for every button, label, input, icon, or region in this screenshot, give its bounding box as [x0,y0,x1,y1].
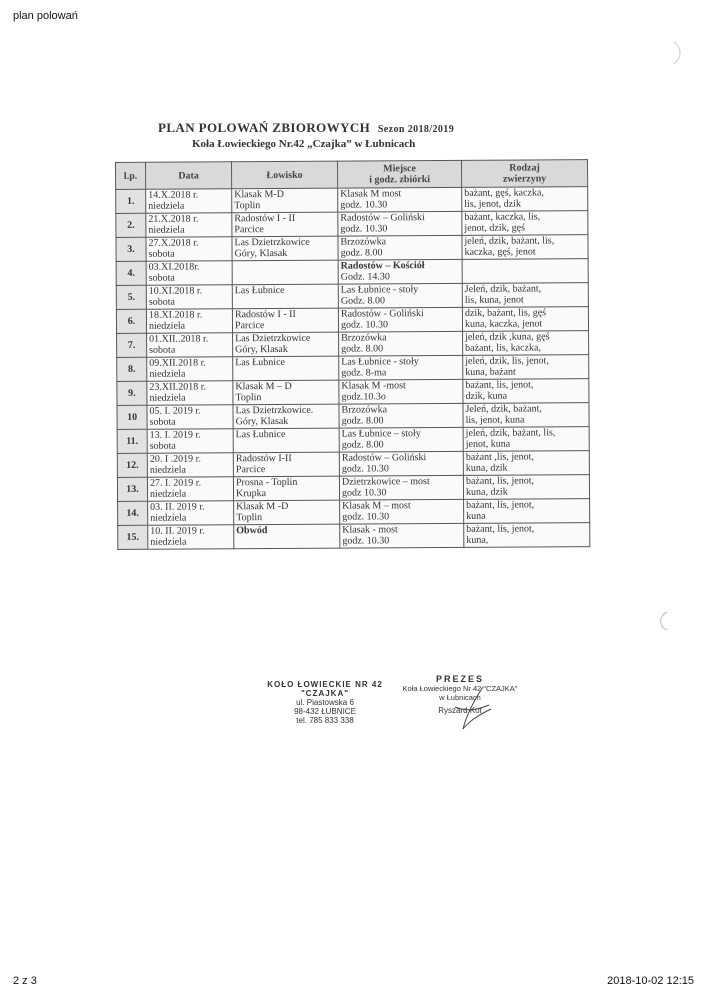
scan-mark-icon [655,610,671,632]
cell-game-type-line2: kuna, bażant [465,366,516,378]
cell-date-line1: 14.X.2018 r. [148,189,199,201]
cell-meeting-place-line1: Radostów – Goliński [341,452,427,464]
cell-lp [116,261,146,285]
cell-meeting-place-line1: Klasak M most [340,188,402,200]
cell-meeting-place-line2: godz. 8.00 [341,439,384,451]
cell-meeting-place-line1: Radostów – Goliński [340,212,425,224]
cell-date-line1: 18.XI.2018 r. [148,309,203,321]
cell-meeting-place-line2: godz. 8.00 [341,415,384,427]
cell-date-line2: sobota [149,440,176,452]
cell-date [148,525,234,550]
cell-date-line2: niedziela [148,200,185,212]
cell-hunting-ground-line2: Toplin [234,200,261,212]
cell-lp-line1: 10 [127,411,138,423]
cell-hunting-ground-line1: Klasak M-D [234,188,284,201]
header-game-type-line2: zwierzyny [502,173,547,185]
cell-game-type [462,259,588,284]
cell-hunting-ground-line2: Parcice [234,320,265,332]
cell-meeting-place-line2: godz. 10.30 [342,511,390,523]
header-game-type [461,160,587,188]
table-row [116,283,588,310]
table-header-row [116,160,588,190]
cell-hunting-ground-line2: Góry, Klasak [235,415,289,428]
cell-date [146,189,232,214]
cell-game-type-line2: jenot, kuna [465,438,511,450]
print-footer-page: 2 z 3 [13,975,37,987]
cell-hunting-ground-line2: Toplin [236,512,263,524]
header-lp: l.p. [116,162,146,189]
cell-hunting-ground-line1: Obwód [236,525,268,537]
cell-date-line1: 09.XII.2018 r. [149,357,206,369]
club-stamp [250,680,400,725]
table-row [118,523,590,550]
cell-date-line1: 27.X.2018 r. [148,237,199,249]
cell-game-type-line1: bażant, lis, jenot, [465,379,534,391]
cell-game-type-line1: jeleń, dzik ,kuna, gęś [465,331,550,343]
cell-hunting-ground-line2: Góry, Klasak [234,247,288,260]
cell-hunting-ground [233,428,339,453]
cell-game-type-line2: kaczka, gęś, jenot [464,246,536,258]
cell-lp-line1: 7. [127,339,136,351]
cell-meeting-place-line2: godz. 8-ma [341,367,387,379]
cell-hunting-ground-line2: Góry, Klasak [235,343,288,356]
table-row [117,451,589,478]
cell-hunting-ground [232,284,338,309]
cell-meeting-place-line2: Godz. 8.00 [340,295,386,307]
cell-lp-line1: 5. [127,291,136,303]
cell-game-type-line2: lis, kuna, jenot [464,294,524,306]
cell-lp-line1: 11. [126,435,139,447]
cell-game-type [463,427,589,452]
cell-hunting-ground-line1: Prosna - Toplin [235,476,298,489]
cell-meeting-place [339,331,463,356]
scan-mark-icon [670,40,686,66]
cell-lp-line1: 9. [128,387,136,399]
cell-lp [117,477,147,501]
cell-lp-line1: 13. [126,483,139,495]
cell-hunting-ground [234,500,340,525]
cell-meeting-place [338,211,462,236]
cell-hunting-ground [232,212,338,237]
cell-meeting-place-line2: godz. 10.30 [341,463,389,475]
hunting-plan-table [115,159,590,550]
cell-lp [116,189,146,213]
table-row [116,235,588,262]
header-meeting-place-line1: Miejsce [383,163,416,175]
cell-game-type-line2: bażant, lis, kaczka, [465,342,541,354]
cell-meeting-place [338,307,462,332]
cell-game-type-line2: kuna [466,510,486,522]
cell-date [146,261,232,286]
cell-hunting-ground-line1 [235,261,336,262]
cell-date-line1: 13. I. 2019 r. [149,429,201,441]
cell-meeting-place [339,355,463,380]
table-row [116,187,588,214]
cell-meeting-place-line1: Radostów – Kościół [340,260,425,272]
cell-date-line1: 01.XII..2018 r. [149,333,209,345]
document-title [158,120,578,136]
cell-hunting-ground-line1: Las Dzietrzkowice. [235,404,314,417]
cell-date-line2: niedziela [148,320,186,332]
cell-hunting-ground-line2: Krupka [235,488,267,500]
cell-meeting-place [338,283,462,308]
cell-lp [116,309,146,333]
cell-lp-line1: 15. [126,531,140,543]
cell-lp [117,381,147,405]
cell-date [147,357,233,382]
cell-meeting-place-line2: godz. 10.30 [342,535,390,547]
cell-hunting-ground-line1: Klasak M – D [235,380,292,393]
cell-meeting-place [338,235,462,260]
cell-game-type-line1: bażant, lis, jenot, [466,499,535,511]
cell-game-type-line2: lis, jenot, kuna [465,414,525,426]
cell-hunting-ground [232,260,338,285]
cell-game-type-line1: Jeleń, dzik, bażant, [465,403,542,415]
cell-hunting-ground-line1: Radostów I - II [234,308,296,321]
cell-game-type [462,187,588,212]
cell-date-line2: sobota [148,272,175,284]
cell-hunting-ground-line1: Las Łubnice [235,428,286,441]
cell-game-type-line2: jenot, dzik, gęś [464,222,525,234]
cell-lp-line1: 8. [127,363,136,375]
cell-lp [117,405,147,429]
cell-meeting-place-line2: godz 10.30 [341,487,387,499]
cell-date [146,285,232,310]
cell-game-type [463,451,589,476]
cell-meeting-place-line2: godz. 10.30 [340,223,388,235]
cell-game-type [464,523,590,548]
cell-game-type-line2: dzik, kuna [465,390,508,402]
cell-meeting-place [338,259,462,284]
cell-date [147,453,233,478]
cell-date-line1: 10. II. 2019 r. [150,525,205,537]
table-row [116,259,588,286]
cell-game-type [462,283,588,308]
cell-meeting-place-line2: godz. 10.30 [340,319,388,331]
cell-meeting-place [338,187,462,212]
table-row [116,307,588,334]
cell-lp-line1: 1. [126,195,135,207]
cell-hunting-ground [233,332,339,357]
cell-game-type-line1: bażant ,lis, jenot, [465,451,534,463]
cell-hunting-ground [233,452,339,477]
cell-meeting-place-line2: godz.10.3o [341,391,386,403]
cell-lp-line1: 14. [126,507,139,519]
cell-game-type [463,379,589,404]
cell-date [147,477,233,502]
cell-date [147,333,233,358]
document-title-text: PLAN POLOWAŃ ZBIOROWYCH [158,120,371,135]
cell-meeting-place [339,475,463,500]
cell-hunting-ground [232,188,338,213]
president-stamp-line1: Koła Łowieckiego Nr 42 "CZAJKA" [402,684,518,693]
cell-meeting-place-line1: Klasak M – most [342,500,411,512]
header-meeting-place [337,160,461,188]
table-row [117,475,589,502]
cell-date [146,237,232,262]
cell-date-line2: niedziela [149,368,186,380]
cell-date-line2: sobota [148,248,175,260]
cell-hunting-ground [233,404,339,429]
cell-date-line2: niedziela [149,488,187,500]
cell-lp [118,501,148,525]
cell-meeting-place-line1: Radostów - Goliński [340,308,424,320]
cell-meeting-place-line1: Brzozówka [341,332,387,344]
club-stamp-line1: KOŁO ŁOWIECKIE NR 42 [267,680,383,689]
cell-game-type-line1: jeleń, dzik, lis, jenot, [465,355,549,367]
cell-date-line1: 10.XI.2018 r. [148,285,203,297]
cell-meeting-place [340,523,464,548]
cell-game-type-line1: bażant, lis, jenot, [465,475,535,487]
cell-hunting-ground-line2 [235,261,336,262]
cell-lp-line1: 6. [127,315,136,327]
cell-game-type [462,235,588,260]
cell-hunting-ground-line2: Parcice [234,224,264,236]
cell-hunting-ground [232,236,338,261]
cell-lp [116,213,146,237]
header-meeting-place-line2: i godz. zbiórki [369,174,431,186]
cell-game-type-line2: lis, jenot, dzik [464,198,521,210]
cell-lp [116,285,146,309]
cell-date [146,213,232,238]
cell-date-line2: niedziela [149,392,186,404]
cell-date [146,309,232,334]
header-date: Data [146,162,232,190]
cell-hunting-ground-line1: Las Dzietrzkowice [234,236,310,249]
cell-date-line2: niedziela [149,464,187,476]
club-stamp-line3: ul. Piastowska 6 [296,698,354,707]
cell-game-type-line1: bażant, gęś, kaczka, [464,187,544,199]
cell-meeting-place-line2: Godz. 14.30 [340,271,390,283]
cell-game-type-line1: jeleń, dzik, bażant, lis, [465,427,556,439]
cell-lp-line1: 2. [127,219,135,231]
cell-date-line2: niedziela [150,512,187,524]
cell-game-type [463,475,589,500]
cell-lp [117,357,147,381]
cell-lp [117,333,147,357]
cell-game-type-line2: kuna, dzik [465,462,508,474]
club-stamp-line2: "CZAJKA" [300,689,350,698]
cell-meeting-place-line1: Las Łubnice - stoły [340,284,419,296]
table-row [117,403,589,430]
cell-date-line2: niedziela [148,224,185,236]
cell-date-line1: 03.XI.2018r. [148,261,200,273]
cell-date-line1: 21.X.2018 r. [148,213,199,225]
cell-meeting-place-line1: Klasak M -most [341,380,406,392]
table-row [116,211,588,238]
cell-hunting-ground [232,308,338,333]
print-header-title: plan polowań [13,10,78,22]
cell-date-line1: 27. I. 2019 r. [149,477,202,489]
cell-meeting-place-line1: Brzozówka [340,236,387,248]
print-footer-datetime: 2018-10-02 12:15 [607,975,694,987]
document-season: Sezon 2018/2019 [377,124,455,135]
cell-date-line1: 20. I .2019 r. [149,453,201,465]
scanned-document [100,70,660,770]
cell-meeting-place [339,451,463,476]
cell-meeting-place-line1: Klasak - most [342,524,398,536]
cell-date-line2: sobota [149,344,176,356]
cell-date [147,429,233,454]
cell-meeting-place [339,427,463,452]
cell-game-type-line2: kuna, kaczka, jenot [464,318,543,330]
cell-hunting-ground [233,380,339,405]
cell-date-line2: sobota [149,416,176,428]
cell-hunting-ground [233,356,339,381]
cell-hunting-ground [233,476,339,501]
cell-meeting-place-line2: godz. 8.00 [340,247,383,259]
cell-hunting-ground-line2: Toplin [235,392,262,404]
cell-game-type [464,499,590,524]
cell-meeting-place-line2: godz. 10.30 [340,199,388,211]
cell-date-line2: niedziela [150,536,187,548]
table-body [116,187,590,550]
cell-meeting-place [339,379,463,404]
president-stamp-line2: w Łubnicach [439,693,481,702]
cell-hunting-ground-line1: Las Łubnice [235,356,285,369]
header-game-type-line1: Rodzaj [509,162,540,174]
cell-date [147,381,233,406]
cell-game-type [463,355,589,380]
cell-game-type-line1: bażant, lis, jenot, [466,523,535,535]
cell-hunting-ground-line1: Radostów I-II [235,452,292,465]
cell-meeting-place [340,499,464,524]
table-row [117,379,589,406]
cell-game-type-line1 [465,259,586,260]
cell-meeting-place [339,403,463,428]
cell-date-line1: 05. I. 2019 r. [149,405,201,417]
cell-game-type [463,403,589,428]
cell-hunting-ground-line1: Las Dzietrzkowice [235,332,311,345]
cell-lp [116,237,146,261]
cell-game-type-line2: kuna, [466,534,489,546]
cell-game-type-line2 [465,259,586,260]
cell-meeting-place-line1: Las Łubnice - stoły [341,356,419,368]
cell-hunting-ground-line1: Las Łubnice [234,284,285,297]
cell-game-type-line1: Jeleń, dzik, bażant, [464,283,542,295]
cell-date [148,501,234,526]
cell-hunting-ground [234,524,340,549]
table-row [118,499,590,526]
cell-lp [117,453,147,477]
cell-lp [118,525,148,549]
cell-lp-line1: 3. [127,243,135,255]
president-stamp-name: Ryszard Kot [438,706,482,715]
cell-hunting-ground-line2: Parcice [235,464,266,476]
cell-meeting-place-line1: Las Łubnice – stoły [341,428,421,440]
cell-date-line2: sobota [148,296,176,308]
cell-hunting-ground-line1: Klasak M -D [236,500,289,513]
cell-meeting-place-line1: Dzietrzkowice – most [341,476,430,488]
cell-game-type-line1: jeleń, dzik, bażant, lis, [464,235,555,247]
club-stamp-line5: tel. 785 833 338 [296,716,354,725]
cell-meeting-place-line2: godz. 8.00 [341,343,384,355]
cell-meeting-place-line1: Brzozówka [341,404,388,416]
cell-date-line1: 23.XII.2018 r. [149,381,207,393]
cell-game-type [463,331,589,356]
cell-game-type [462,211,588,236]
cell-date-line1: 03. II. 2019 r. [150,501,205,513]
club-stamp-line4: 98-432 ŁUBNICE [294,707,356,716]
cell-game-type-line2: kuna, dzik [465,486,508,498]
cell-game-type [462,307,588,332]
president-stamp-title: PREZES [435,674,484,684]
table-row [117,355,589,382]
cell-lp-line1: 12. [126,459,139,471]
cell-game-type-line1: bażant, kaczka, lis, [464,211,541,223]
header-hunting-ground: Łowisko [232,161,338,189]
table-row [117,427,589,454]
cell-game-type-line1: dzik, bażant, lis, gęś [464,307,547,319]
cell-lp-line1: 4. [127,267,135,279]
handwritten-signature [445,685,505,735]
document-subtitle: Koła Łowieckiego Nr.42 „Czajka” w Łubnicach [192,138,416,150]
table-row [117,331,589,358]
cell-lp [117,429,147,453]
cell-hunting-ground-line1: Radostów I - II [234,212,296,225]
cell-date [147,405,233,430]
